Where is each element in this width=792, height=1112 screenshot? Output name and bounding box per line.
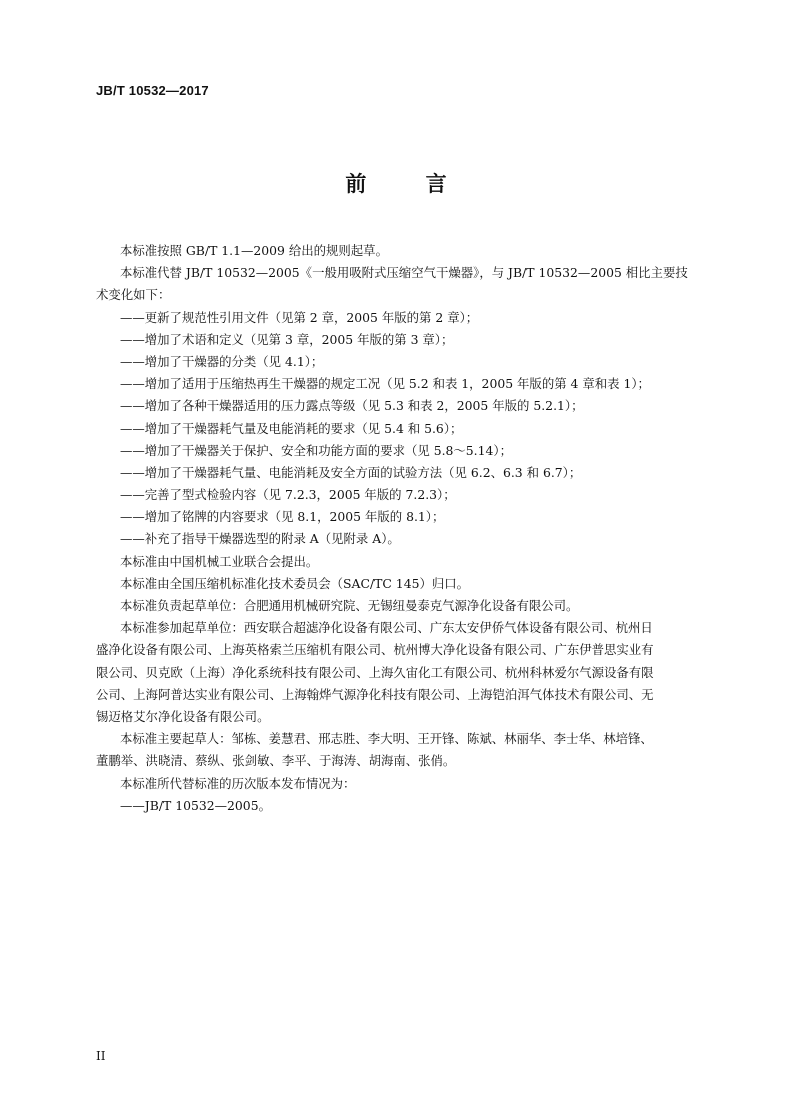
list-item: ——增加了干燥器关于保护、安全和功能方面的要求（见 5.8～5.14）；	[120, 442, 512, 458]
list-item: ——完善了型式检验内容（见 7.2.3，2005 年版的 7.2.3）；	[120, 487, 456, 503]
page-title: 前 言	[345, 172, 473, 196]
paragraph-line: 公司、上海阿普达实业有限公司、上海翰烨气源净化科技有限公司、上海铠泊洱气体技术有限公司、无	[96, 686, 654, 702]
paragraph-line: 本标准按照 GB/T 1.1—2009 给出的规则起草。	[120, 243, 388, 258]
paragraph-line: 本标准所代替标准的历次版本发布情况为：	[120, 775, 356, 791]
paragraph-line: 本标准负责起草单位：合肥通用机械研究院、无锡纽曼泰克气源净化设备有限公司。	[120, 598, 579, 613]
page-number: II	[96, 1049, 106, 1063]
list-item: ——增加了铭牌的内容要求（见 8.1，2005 年版的 8.1）；	[120, 509, 445, 525]
list-item: ——增加了适用于压缩热再生干燥器的规定工况（见 5.2 和表 1，2005 年版的第 4 章和表 1）；	[120, 376, 650, 392]
list-item: ——增加了各种干燥器适用的压力露点等级（见 5.3 和表 2，2005 年版的 5.2.1）；	[120, 398, 584, 414]
paragraph-line: 本标准主要起草人：邹栋、姜慧君、邢志胜、李大明、王开锋、陈斌、林丽华、李士华、林培锋、	[120, 731, 653, 747]
foreword-body	[96, 240, 716, 817]
list-item: ——增加了干燥器的分类（见 4.1）；	[120, 353, 324, 369]
paragraph-line: 锡迈格艾尔净化设备有限公司。	[96, 708, 270, 724]
paragraph-line: 本标准代替 JB/T 10532—2005《一般用吸附式压缩空气干燥器》，与 JB/T 10532—2005 相比主要技	[120, 265, 688, 281]
document-code: JB/T 10532—2017	[96, 83, 209, 98]
paragraph-line: 董鹏举、洪晓清、蔡纵、张剑敏、李平、于海涛、胡海南、张俏。	[96, 753, 456, 769]
paragraph-line: 盛净化设备有限公司、上海英格索兰压缩机有限公司、杭州博大净化设备有限公司、广东伊普思实业有	[96, 642, 654, 658]
paragraph-line: 术变化如下：	[96, 287, 171, 303]
list-item: ——增加了术语和定义（见第 3 章，2005 年版的第 3 章）；	[120, 331, 454, 347]
paragraph-line: 本标准由中国机械工业联合会提出。	[120, 553, 319, 569]
paragraph-line: 本标准参加起草单位：西安联合超滤净化设备有限公司、广东太安伊侨气体设备有限公司、杭州日	[120, 620, 653, 636]
list-item: ——JB/T 10532—2005。	[120, 797, 271, 813]
list-item: ——更新了规范性引用文件（见第 2 章，2005 年版的第 2 章）；	[120, 309, 479, 325]
list-item: ——补充了指导干燥器选型的附录 A（见附录 A）。	[120, 531, 400, 547]
list-item: ——增加了干燥器耗气量、电能消耗及安全方面的试验方法（见 6.2、6.3 和 6.7）；	[120, 464, 582, 480]
paragraph-line: 限公司、贝克欧（上海）净化系统科技有限公司、上海久宙化工有限公司、杭州科林爱尔气源设备有限	[96, 664, 654, 680]
paragraph-line: 本标准由全国压缩机标准化技术委员会（SAC/TC 145）归口。	[120, 575, 470, 591]
list-item: ——增加了干燥器耗气量及电能消耗的要求（见 5.4 和 5.6）；	[120, 420, 463, 436]
